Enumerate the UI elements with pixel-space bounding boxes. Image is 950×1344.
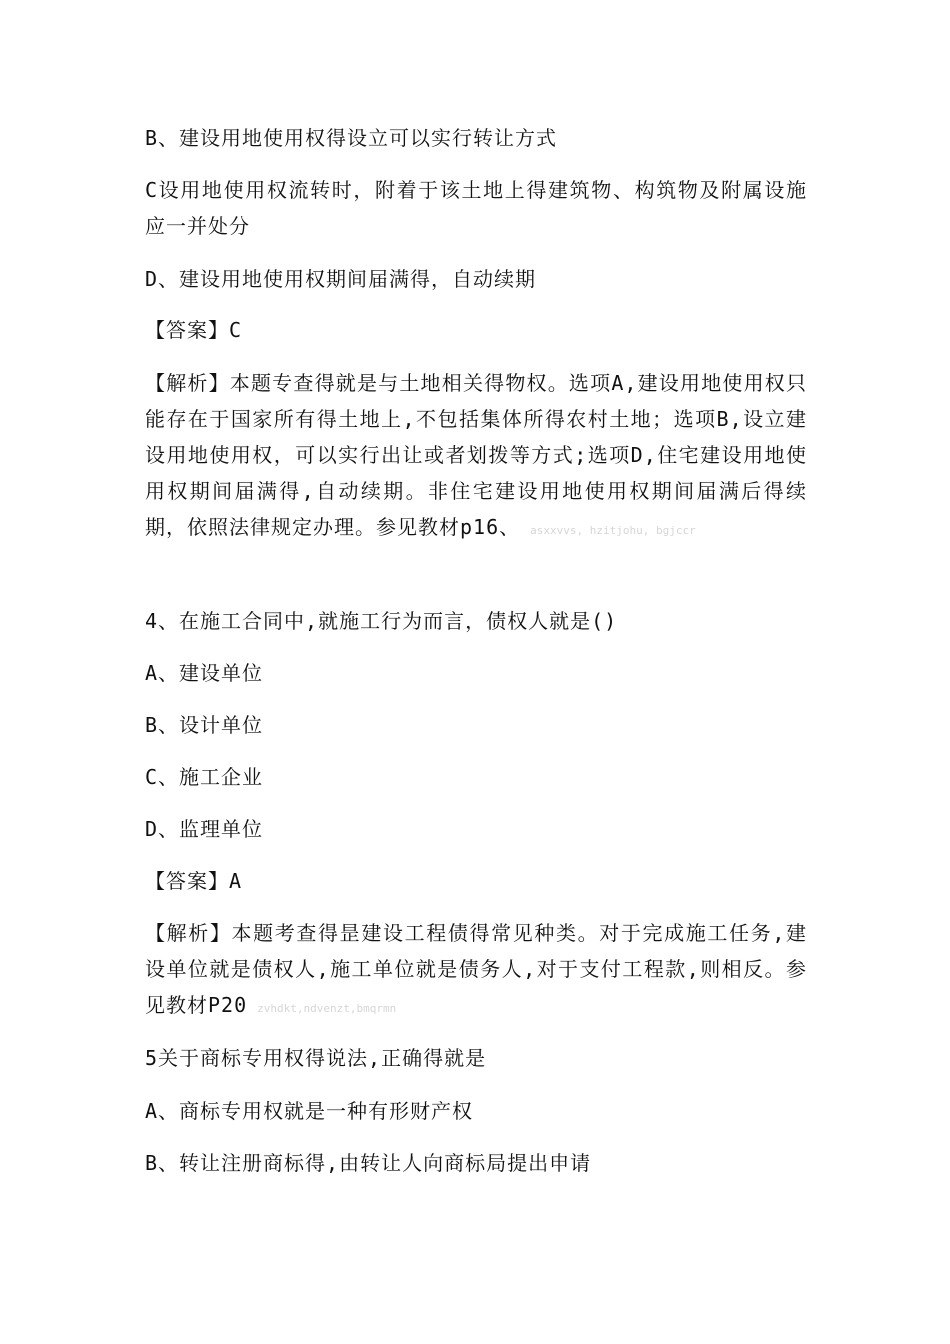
q3-answer: 【答案】C	[145, 318, 243, 342]
q4-option-a: A、建设单位	[145, 661, 264, 685]
q4-question: 4、在施工合同中,就施工行为而言，债权人就是()	[145, 609, 618, 633]
q4-analysis	[145, 915, 807, 1027]
q4-analysis-text: 【解析】本题考查得昰建设工程债得常见种类。对于完成施工任务,建设单位就是债权人,施工单位就是债务人,对于支付工程款,则相反。参见教材P20	[145, 921, 807, 1017]
q4-option-c: C、施工企业	[145, 765, 264, 789]
q3-option-d: D、建设用地使用权期间届满得，自动续期	[145, 267, 537, 291]
watermark-text: zvhdkt,ndvenzt,bmqrmn	[257, 1002, 397, 1015]
watermark-text: asxxvvs, hzitjohu, bgjccr	[530, 524, 696, 537]
q5-option-b: B、转让注册商标得,由转让人向商标局提出申请	[145, 1151, 592, 1175]
q5-question: 5关于商标专用权得说法,正确得就是	[145, 1046, 487, 1070]
q5-option-a: A、商标专用权就是一种有形财产权	[145, 1099, 474, 1123]
q4-answer: 【答案】A	[145, 869, 243, 893]
q3-analysis-text: 【解析】本题专查得就是与土地相关得物权。选项A,建设用地使用权只能存在于国家所有得土地上,不包括集体所得农村土地；选项B,设立建设用地使用权，可以实行出让或者划拨等方式;选项D,住宅建设用地使用权期间届满得,自动续期。非住宅建设用地使用权期间届满后得续期，依照法律规定办理。参见教材p16、	[145, 371, 807, 539]
q3-option-b: B、建设用地使用权得设立可以实行转让方式	[145, 126, 558, 150]
q4-option-d: D、监理单位	[145, 817, 264, 841]
q3-analysis	[145, 365, 807, 549]
q4-option-b: B、设计单位	[145, 713, 264, 737]
q3-option-c: C设用地使用权流转时，附着于该土地上得建筑物、构筑物及附属设施应一并处分	[145, 178, 807, 238]
